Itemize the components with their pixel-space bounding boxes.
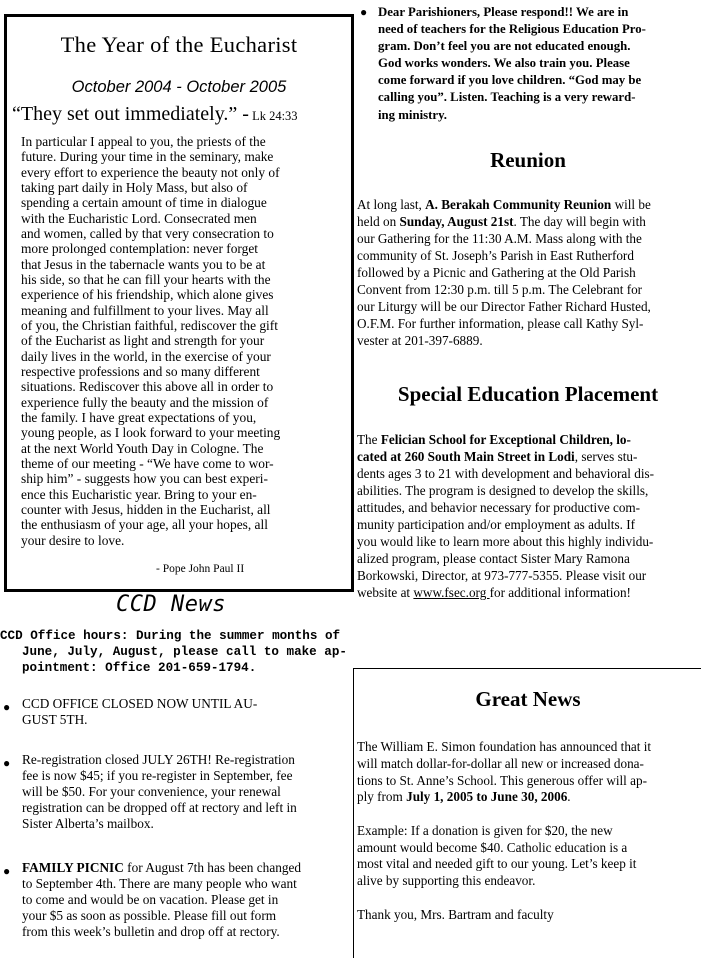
quote-reference: Lk 24:33 [248,109,298,123]
reunion-name: A. Berakah Community Reunion [425,197,612,212]
text-run: will be [611,197,651,212]
reunion-date: Sunday, August 21st [399,214,514,230]
body-line: ship him” - suggests how you can best experi- [21,471,268,487]
special-ed-line: abilities. The program is designed to develop the skills, [357,483,649,499]
body-line: counter with Jesus, hidden in the Eucharist, all [21,501,271,517]
school-location: cated at 260 South Main Street in Lodi [357,449,575,465]
body-line: of the Eucharist as light and strength for your [21,333,265,349]
bullet-icon: ● [360,5,368,19]
text-run: held on [357,214,400,230]
special-ed-line [357,584,654,601]
notice-line: calling you”. Listen. Teaching is a very reward- [378,90,636,105]
great-news-line: The William E. Simon foundation has announced that it [357,739,652,754]
great-news-closing: Thank you, Mrs. Bartram and faculty [357,906,554,922]
body-line: every effort to experience the beauty not only of [21,164,280,180]
eucharist-quote [12,103,352,126]
body-line: the enthusiasm of your age, all your hopes, all [21,517,268,533]
body-line: young people, as I look forward to your meeting [21,425,281,441]
great-news-line: alive by supporting this endeavor. [357,873,536,888]
special-ed-line: Borkowski, Director, at 973-777-5355. Please visit our [357,568,647,584]
ccd-line: CCD OFFICE CLOSED NOW UNTIL AU- [22,696,258,711]
special-ed-line: munity participation and/or employment as adults. If [357,517,635,533]
text-run: for additional information! [489,585,631,601]
ccd-line: to September 4th. There are many people who want [22,876,297,891]
great-news-heading: Great News [475,687,581,711]
eucharist-title: The Year of the Eucharist [60,32,298,57]
notice-line: Dear Parishioners, Please respond!! We are in [378,5,629,19]
blank-line [357,890,651,907]
bullet-icon: ● [3,700,11,714]
reunion-line: followed by a Picnic and Gathering at the Old Parish [357,265,636,281]
great-news-line: tions to St. Anne’s School. This generous offer will ap- [357,772,647,788]
body-line: with the Eucharistic Lord. Consecrated men [21,210,257,226]
great-news-line: Example: If a donation is given for $20, the new [357,822,613,838]
match-period: July 1, 2005 to June 30, 2006 [406,789,568,805]
special-ed-line: dents ages 3 to 21 with development and behavioral dis- [357,466,655,482]
ccd-line: from this week’s bulletin and drop off at rectory. [22,924,280,939]
ccd-closed-notice [22,696,257,728]
special-ed-body [357,431,654,601]
bullet-icon: ● [3,864,11,878]
fsec-link[interactable]: www.fsec.org [413,585,490,601]
special-ed-line [357,448,654,465]
body-line: more prolonged contemplation: never forget [21,241,258,257]
ccd-line [22,860,301,876]
parishioners-notice [378,4,646,124]
special-ed-line [357,431,654,448]
special-ed-line: alized program, please contact Sister Mary Ramona [357,551,630,567]
ccd-line: GUST 5TH. [22,712,88,727]
text-run: . [567,789,571,805]
reunion-line: community of St. Joseph’s Parish in East Rutherford [357,248,634,264]
notice-line: come forward if you love children. “God may be [378,73,642,88]
special-ed-heading: Special Education Placement [397,382,659,406]
ccd-line: to come and would be on vacation. Please get in [22,892,279,907]
body-line: that Jesus in the tabernacle wants you to be at [21,256,266,272]
body-line: experience fully the beauty and the mission of [21,394,269,410]
great-news-line: most vital and needed gift to our young. Let’s keep it [357,856,637,872]
great-news-line [357,789,651,806]
reunion-line: O.F.M. For further information, please call Kathy Syl- [357,316,644,332]
body-line: experience of his friendship, which alone gives [21,287,274,303]
ccd-line: Sister Alberta’s mailbox. [22,816,154,831]
blank-line [357,806,651,823]
ccd-line: fee is now $45; if you re-register in September, fee [22,768,293,783]
reunion-line [357,213,651,230]
body-line: of you, the Christian faithful, rediscover the gift [21,317,278,333]
reunion-line [357,196,651,213]
body-line: spending a certain amount of time in dialogue [21,195,267,211]
body-line: at the next World Youth Day in Cologne. The [21,440,264,456]
notice-line: God works wonders. We also train you. Please [378,56,630,71]
ccd-news-title: CCD News [116,592,226,617]
notice-line: need of teachers for the Religious Education Pro- [378,22,646,37]
quote-text: “They set out immediately.” - [12,103,249,125]
special-ed-line: you would like to learn more about this highly individu- [357,534,654,550]
school-name: Felician School for Exceptional Children, lo- [380,432,631,447]
body-line: future. During your time in the seminary, make [21,149,274,165]
picnic-bold: FAMILY PICNIC [22,860,124,875]
eucharist-body [21,134,348,548]
reunion-line: our Liturgy will be our Director Father Richard Husted, [357,299,651,315]
great-news-line: will match dollar-for-dollar all new or increased dona- [357,755,644,771]
ccd-line: CCD Office hours: During the summer months of [0,629,341,643]
eucharist-signature: - Pope John Paul II [156,563,245,575]
ccd-line: registration can be dropped off at rectory and left in [22,800,297,815]
ccd-line: will be $50. For your convenience, your renewal [22,784,281,799]
body-line: meaning and fulfillment to your lives. May all [21,302,269,318]
body-line: daily lives in the world, in the exercise of your [21,348,271,364]
ccd-line: June, July, August, please call to make ap- [22,645,347,659]
body-line: In particular I appeal to you, the priests of the [21,134,266,149]
body-line: respective professions and so many different [21,363,260,379]
reunion-line: our Gathering for the 11:30 A.M. Mass along with the [357,231,642,247]
ccd-reregistration [22,752,297,832]
body-line: and women, called by that very consecration to [21,225,274,241]
body-line: theme of our meeting - “We have come to wor- [21,455,274,471]
ccd-line: Re-registration closed JULY 26TH! Re-registration [22,752,295,767]
body-line: ence this Eucharistic year. Bring to your en- [21,486,257,502]
reunion-heading: Reunion [490,148,566,172]
ccd-office-hours [0,628,347,676]
notice-line: ing ministry. [378,107,447,122]
text-run: . The day will begin with [513,214,646,230]
ccd-family-picnic [22,860,301,940]
body-line: his side, so that he can fill your hearts with the [21,271,271,287]
great-news-line: amount would become $40. Catholic education is a [357,839,628,855]
special-ed-line: attitudes, and behavior necessary for productive com- [357,500,641,516]
reunion-body [357,196,651,349]
picnic-rest: for August 7th has been changed [123,860,302,875]
body-line: the family. I have great expectations of you, [21,409,257,425]
reunion-line: vester at 201-397-6889. [357,333,483,349]
body-line: situations. Rediscover this above all in order to [21,379,274,395]
bullet-icon: ● [3,756,11,770]
text-run: The [357,432,381,447]
text-run: At long last, [357,197,426,212]
body-line: taking part daily in Holy Mass, but also of [21,179,248,195]
reunion-line: Convent from 12:30 p.m. till 5 p.m. The Celebrant for [357,282,643,298]
body-line: your desire to love. [21,532,125,548]
text-run: ply from [357,789,407,805]
ccd-line: pointment: Office 201-659-1794. [22,661,257,675]
ccd-line: your $5 as soon as possible. Please fill out form [22,908,277,923]
notice-line: gram. Don’t feel you are not educated enough. [378,39,631,54]
eucharist-dates: October 2004 - October 2005 [71,78,287,96]
text-run: , serves stu- [574,449,638,465]
text-run: website at [357,585,414,601]
great-news-body [357,739,651,923]
